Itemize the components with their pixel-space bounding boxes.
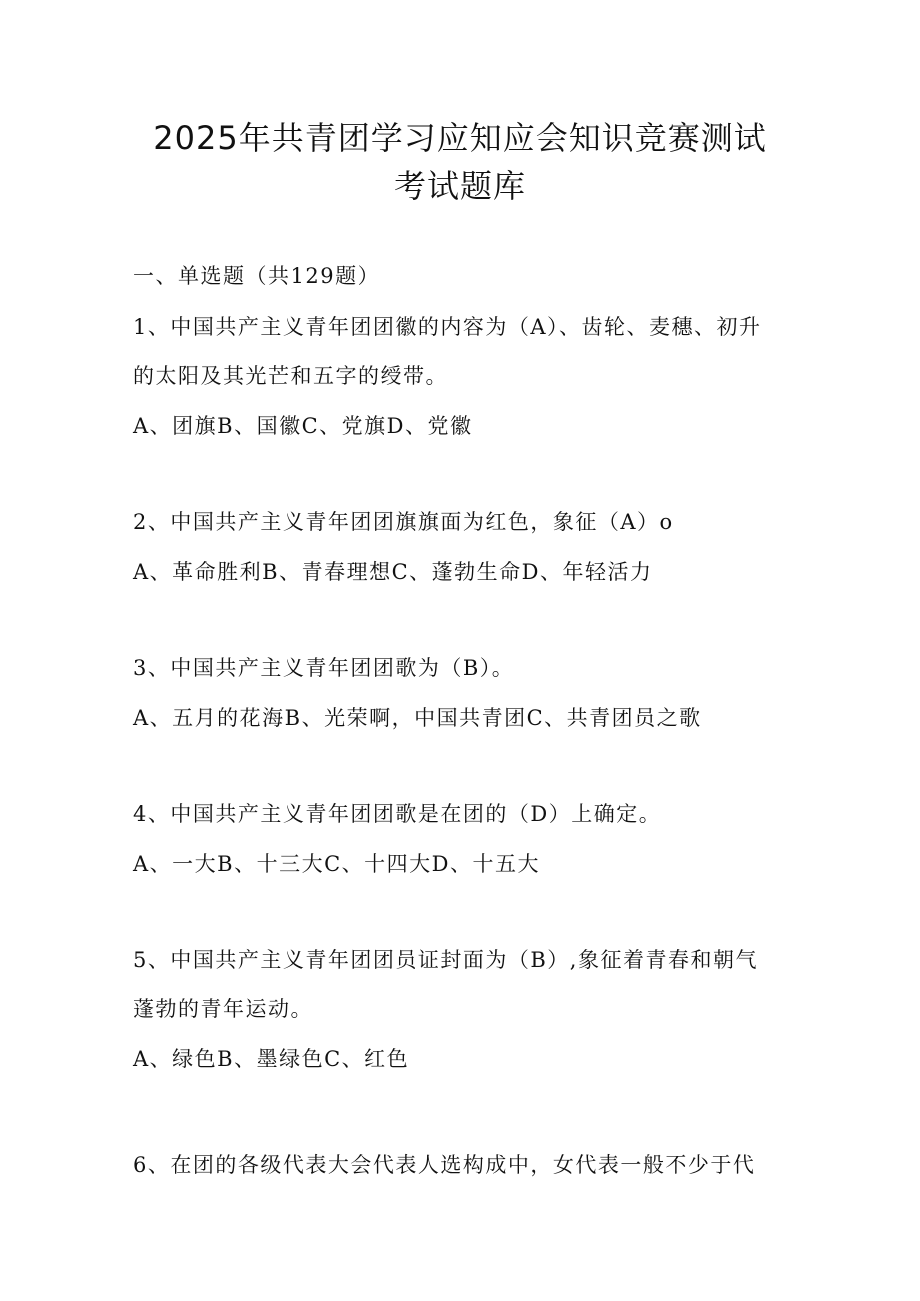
question-2-options: A、革命胜利B、青春理想C、蓬勃生命D、年轻活力: [133, 560, 653, 584]
question-6-text-line-1: 6、在团的各级代表大会代表人选构成中，女代表一般不少于代: [133, 1153, 756, 1177]
question-2-text-line-1: 2、中国共产主义青年团团旗旗面为红色，象征（A）o: [133, 510, 674, 534]
question-1-text-line-1: 1、中国共产主义青年团团徽的内容为（A）、齿轮、麦穗、初升: [133, 315, 762, 339]
question-1-options: A、团旗B、国徽C、党旗D、党徽: [133, 414, 473, 438]
question-5-text-line-1: 5、中国共产主义青年团团员证封面为（B）,象征着青春和朝气: [133, 948, 758, 972]
document-title-line-1: 2025年共青团学习应知应会知识竞赛测试: [153, 119, 767, 157]
question-5-options: A、绿色B、墨绿色C、红色: [133, 1047, 410, 1071]
section-heading: 一、单选题（共129题）: [133, 264, 381, 288]
question-4-options: A、一大B、十三大C、十四大D、十五大: [133, 852, 541, 876]
question-3-text-line-1: 3、中国共产主义青年团团歌为（B）。: [133, 656, 515, 680]
question-1-text-line-2: 的太阳及其光芒和五字的绶带。: [133, 364, 448, 388]
question-3-options: A、五月的花海B、光荣啊，中国共青团C、共青团员之歌: [133, 706, 702, 730]
document-title-line-2: 考试题库: [393, 167, 526, 205]
question-4-text-line-1: 4、中国共产主义青年团团歌是在团的（D）上确定。: [133, 802, 662, 826]
question-5-text-line-2: 蓬勃的青年运动。: [133, 997, 313, 1021]
